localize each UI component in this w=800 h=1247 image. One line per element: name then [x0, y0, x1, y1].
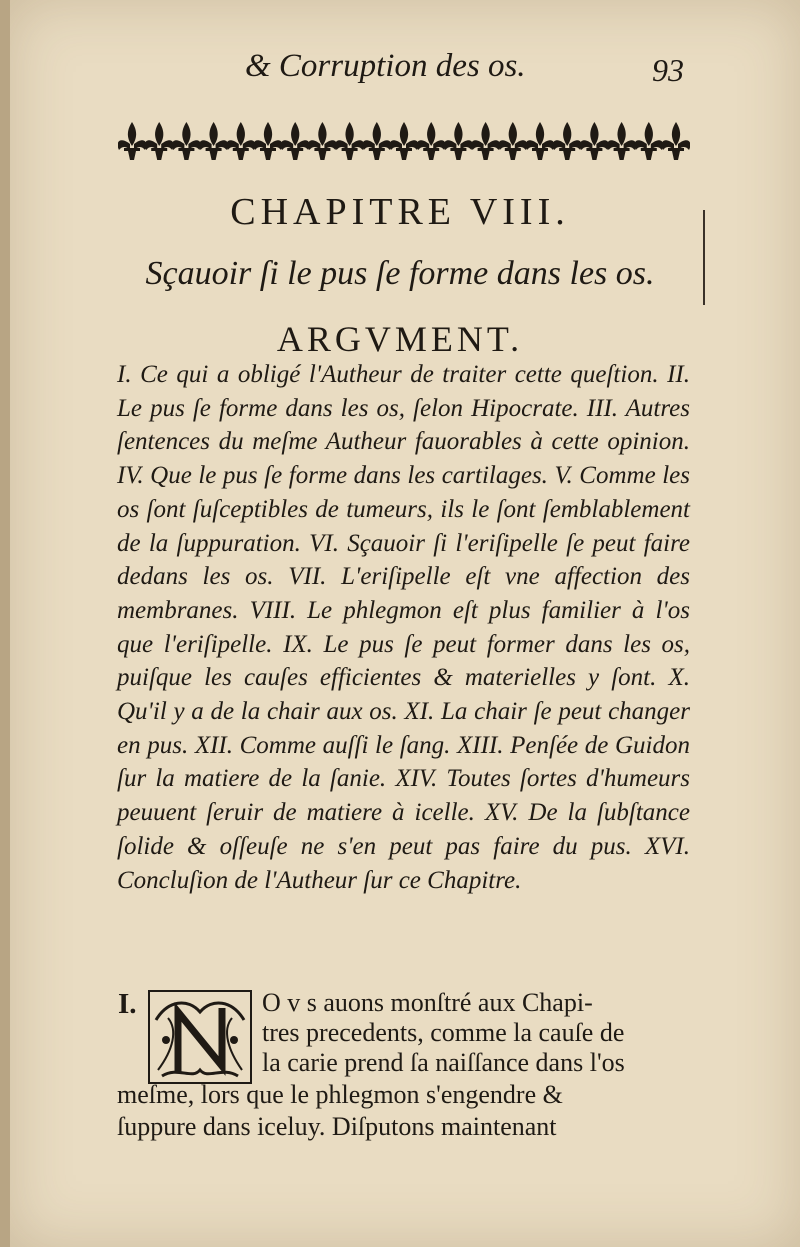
argument-heading: ARGVMENT. — [276, 319, 524, 359]
body-line: la carie prend ſa naiſſance dans l'os — [262, 1048, 625, 1077]
page-number: 93 — [652, 52, 684, 88]
body-line: O v s auons monſtré aux Chapi- — [262, 988, 593, 1017]
chapter-subtitle: Sçauoir ſi le pus ſe forme dans les os. — [145, 255, 655, 292]
section-number: I. — [118, 988, 137, 1020]
page-edge — [0, 0, 10, 1247]
argument-summary: I. Ce qui a obligé l'Autheur de traiter cette queſtion. II. Le pus ſe forme dans les os, ſelon Hipocrate. III. Autres ſentences du meſme Autheur fauorables à cette opinion. IV. Que le pus ſe forme dans les cartilages. V. Comme les os ſont ſuſceptibles de tumeurs, ils le ſont ſemblablement de la ſuppuration. VI. Sçauoir ſi l'eriſipelle ſe peut faire dedans les os. VII. L'eriſipelle eſt vne affection des membranes. VIII. Le phlegmon eſt plus familier à l'os que l'eriſipelle. IX. Le pus ſe peut former dans les os, puiſque les cauſes efficientes & materielles y ſont. X. Qu'il y a de la chair aux os. XI. La chair ſe peut changer en pus. XII. Comme auſſi le ſang. XIII. Penſée de Guidon ſur la matiere de la ſanie. XIV. Toutes ſortes d'humeurs peuuent ſeruir de matiere à icelle. XV. De la ſubſtance ſolide & oſſeuſe ne s'en peut pas faire du pus. XVI. Concluſion de l'Autheur ſur ce Chapitre. — [117, 361, 690, 894]
body-line: tres precedents, comme la cauſe de — [262, 1018, 625, 1047]
running-head-title: & Corruption des os. — [245, 48, 526, 84]
margin-rule — [703, 210, 705, 305]
body-line: meſme, lors que le phlegmon s'engendre & — [117, 1080, 563, 1109]
chapter-title: CHAPITRE VIII. — [230, 191, 570, 233]
body-line: ſuppure dans iceluy. Diſputons maintenant — [117, 1112, 557, 1141]
fleur-de-lis-band-icon — [118, 118, 690, 166]
decorated-initial-n-icon — [148, 990, 252, 1084]
